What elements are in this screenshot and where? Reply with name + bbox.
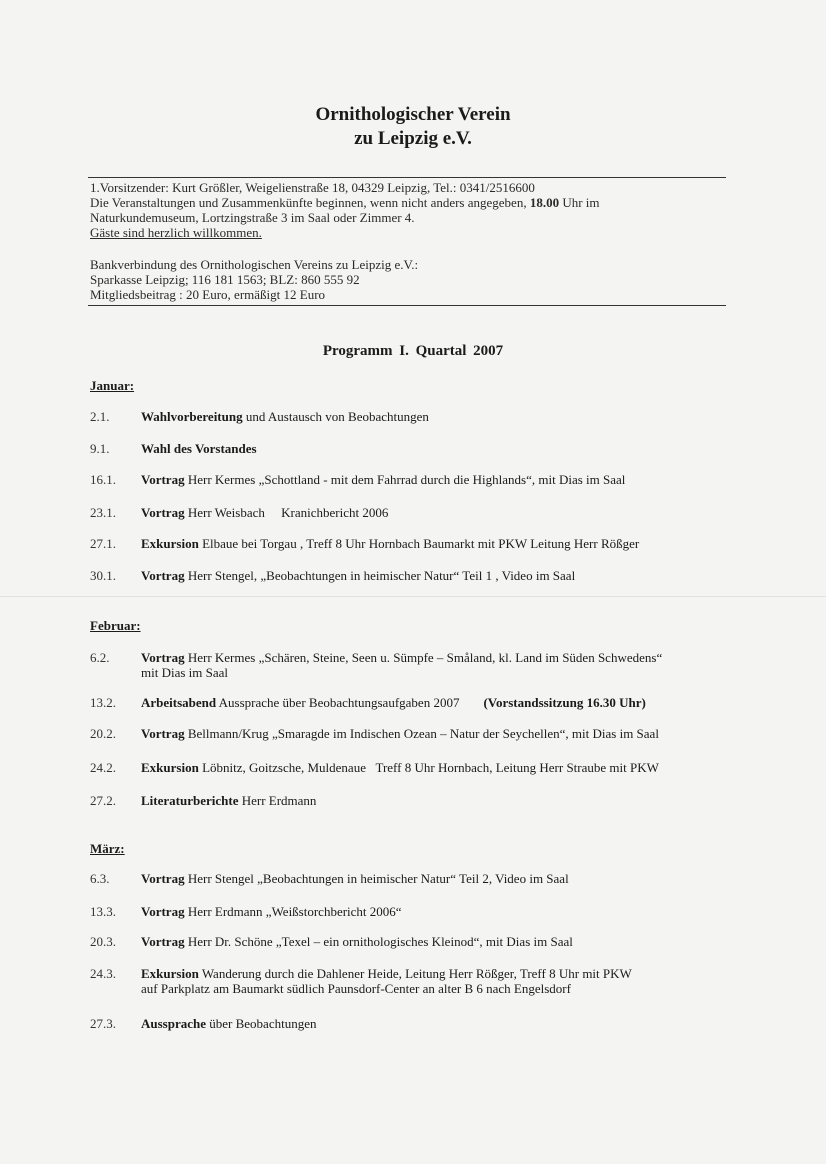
event-date: 30.1. (90, 568, 116, 583)
event-date: 24.2. (90, 760, 116, 775)
event-type: Wahlvorbereitung (141, 409, 243, 424)
event-description: über Beobachtungen (206, 1016, 317, 1031)
chairman-line: 1.Vorsitzender: Kurt Größler, Weigelienstraße 18, 04329 Leipzig, Tel.: 0341/2516600 (90, 180, 535, 195)
event-type: Exkursion (141, 760, 199, 775)
event-type: Vortrag (141, 568, 185, 583)
event-description-line2: mit Dias im Saal (141, 665, 229, 680)
event-description: Bellmann/Krug „Smaragde im Indischen Ozean – Natur der Seychellen“, mit Dias im Saal (184, 726, 659, 741)
divider-top (88, 177, 726, 178)
event-date: 13.3. (90, 904, 116, 919)
bank-line2: Sparkasse Leipzig; 116 181 1563; BLZ: 860 555 92 (90, 272, 360, 287)
event-type: Literaturberichte (141, 793, 239, 808)
event-type: Aussprache (141, 1016, 207, 1031)
event-description: Herr Kermes „Schären, Steine, Seen u. Sümpfe – Småland, kl. Land im Süden Schwedens“ (184, 650, 663, 665)
event-date: 20.3. (90, 934, 116, 949)
event-date: 9.1. (90, 441, 110, 456)
event-type: Vortrag (141, 871, 185, 886)
events-info-text-b: Uhr im (562, 195, 600, 210)
event-type: Exkursion (141, 966, 199, 981)
paper-fold (0, 596, 826, 597)
event-date: 23.1. (90, 505, 116, 520)
event-description: und Austausch von Beobachtungen (242, 409, 429, 424)
divider-bottom (88, 305, 726, 306)
event-description: Herr Weisbach Kranichbericht 2006 (184, 505, 389, 520)
month-heading-february: Februar: (90, 618, 141, 633)
event-description: Aussprache über Beobachtungsaufgaben 2007 (216, 695, 460, 710)
guests-welcome: Gäste sind herzlich willkommen. (90, 225, 262, 240)
event-type: Vortrag (141, 472, 185, 487)
events-info-text-a: Die Veranstaltungen und Zusammenkünfte beginnen, wenn nicht anders angegeben, (90, 195, 527, 210)
event-type: Vortrag (141, 934, 185, 949)
info-block (90, 180, 720, 302)
event-description: Herr Dr. Schöne „Texel – ein ornithologisches Kleinod“, mit Dias im Saal (184, 934, 573, 949)
event-type: Arbeitsabend (141, 695, 217, 710)
events-info-line2: Naturkundemuseum, Lortzingstraße 3 im Saal oder Zimmer 4. (90, 210, 415, 225)
event-date: 2.1. (90, 409, 110, 424)
event-description-line2: auf Parkplatz am Baumarkt südlich Paunsdorf-Center an alter B 6 nach Engelsdorf (141, 981, 571, 996)
event-description: Herr Kermes „Schottland - mit dem Fahrrad durch die Highlands“, mit Dias im Saal (184, 472, 626, 487)
org-title-line1: Ornithologischer Verein (315, 104, 511, 125)
event-type: Vortrag (141, 505, 185, 520)
event-type: Vortrag (141, 726, 185, 741)
membership-fee: Mitgliedsbeitrag : 20 Euro, ermäßigt 12 Euro (90, 287, 326, 302)
program-title: Programm I. Quartal 2007 (322, 343, 504, 359)
event-type: Vortrag (141, 904, 185, 919)
event-date: 27.2. (90, 793, 116, 808)
event-date: 27.1. (90, 536, 116, 551)
event-date: 27.3. (90, 1016, 116, 1031)
event-type: Vortrag (141, 650, 185, 665)
month-heading-march: März: (90, 841, 125, 856)
event-description: Herr Stengel „Beobachtungen in heimischer Natur“ Teil 2, Video im Saal (184, 871, 569, 886)
event-description: Elbaue bei Torgau , Treff 8 Uhr Hornbach Baumarkt mit PKW Leitung Herr Rößger (198, 536, 640, 551)
event-type: Exkursion (141, 536, 199, 551)
events-start-time: 18.00 (529, 195, 560, 210)
event-date: 6.2. (90, 650, 110, 665)
event-date: 16.1. (90, 472, 116, 487)
event-type: Wahl des Vorstandes (141, 441, 257, 456)
event-description: Herr Erdmann (238, 793, 317, 808)
event-description: Wanderung durch die Dahlener Heide, Leitung Herr Rößger, Treff 8 Uhr mit PKW (198, 966, 632, 981)
event-date: 13.2. (90, 695, 116, 710)
bank-line1: Bankverbindung des Ornithologischen Vereins zu Leipzig e.V.: (90, 257, 419, 272)
org-title-line2: zu Leipzig e.V. (354, 128, 472, 149)
event-date: 24.3. (90, 966, 116, 981)
event-date: 6.3. (90, 871, 110, 886)
events-info-line1 (90, 195, 720, 210)
event-description: Herr Erdmann „Weißstorchbericht 2006“ (184, 904, 402, 919)
month-heading-january: Januar: (90, 378, 135, 393)
event-date: 20.2. (90, 726, 116, 741)
event-description: Löbnitz, Goitzsche, Muldenaue Treff 8 Uhr Hornbach, Leitung Herr Straube mit PKW (198, 760, 659, 775)
event-description: Herr Stengel, „Beobachtungen in heimischer Natur“ Teil 1 , Video im Saal (184, 568, 576, 583)
board-meeting-note: (Vorstandssitzung 16.30 Uhr) (483, 695, 646, 710)
